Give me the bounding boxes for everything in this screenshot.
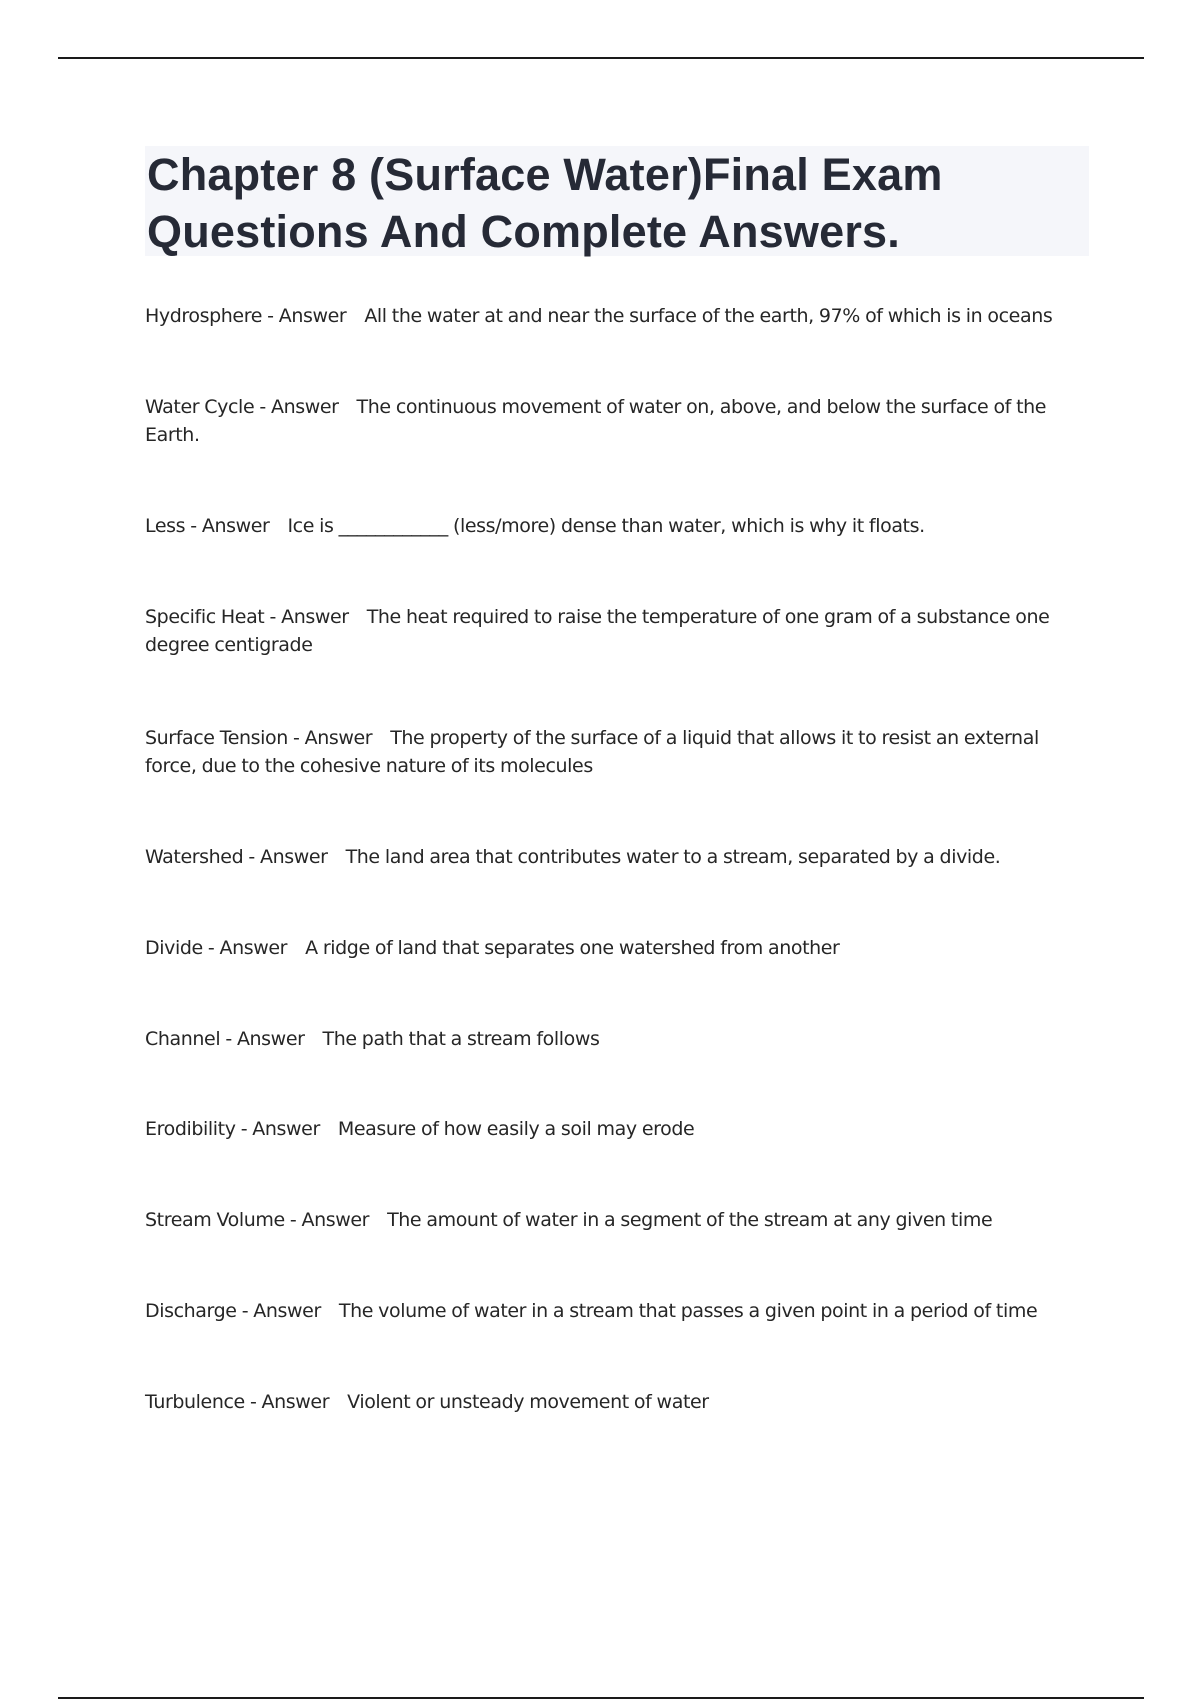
qa-answer: All the water at and near the surface of the earth, 97% of which is in oceans — [364, 305, 1053, 327]
qa-answer: The land area that contributes water to a stream, separated by a divide. — [345, 846, 1001, 868]
qa-term: Specific Heat - Answer — [145, 606, 349, 628]
qa-term: Hydrosphere - Answer — [145, 305, 347, 327]
qa-term: Surface Tension - Answer — [145, 727, 373, 749]
title-line-2: Questions And Complete Answers. — [147, 206, 900, 257]
qa-term: Turbulence - Answer — [145, 1391, 330, 1413]
qa-term: Less - Answer — [145, 515, 270, 537]
qa-answer: The heat required to raise the temperature of one gram of a substance one degree centigrade — [145, 606, 1050, 656]
qa-item — [145, 393, 1065, 449]
qa-answer: The property of the surface of a liquid that allows it to resist an external force, due to the cohesive nature of its molecules — [145, 727, 1039, 777]
qa-item — [145, 1025, 1065, 1053]
qa-item — [145, 302, 1065, 330]
qa-term: Watershed - Answer — [145, 846, 328, 868]
title-block — [145, 146, 1089, 256]
title-line-1: Chapter 8 (Surface Water)Final Exam — [147, 149, 943, 200]
qa-term: Channel - Answer — [145, 1028, 305, 1050]
qa-item — [145, 1388, 1065, 1416]
qa-answer: The continuous movement of water on, above, and below the surface of the Earth. — [145, 396, 1047, 446]
page-title — [147, 146, 1089, 260]
qa-term: Water Cycle - Answer — [145, 396, 339, 418]
qa-item — [145, 843, 1065, 871]
qa-answer: The path that a stream follows — [322, 1028, 600, 1050]
qa-item — [145, 1115, 1065, 1143]
qa-answer: Ice is ____________ (less/more) dense than water, which is why it floats. — [287, 515, 925, 537]
qa-item — [145, 934, 1065, 962]
qa-answer: Measure of how easily a soil may erode — [337, 1118, 695, 1140]
qa-term: Erodibility - Answer — [145, 1118, 320, 1140]
qa-answer: A ridge of land that separates one watershed from another — [305, 937, 840, 959]
qa-answer: The amount of water in a segment of the stream at any given time — [387, 1209, 993, 1231]
qa-answer: Violent or unsteady movement of water — [347, 1391, 709, 1413]
qa-item — [145, 512, 1065, 540]
qa-item — [145, 1206, 1065, 1234]
qa-item — [145, 724, 1065, 780]
qa-term: Stream Volume - Answer — [145, 1209, 370, 1231]
header-rule — [58, 57, 1144, 59]
qa-item — [145, 1297, 1065, 1325]
qa-term: Divide - Answer — [145, 937, 288, 959]
footer-rule — [58, 1697, 1144, 1699]
qa-term: Discharge - Answer — [145, 1300, 321, 1322]
qa-item — [145, 603, 1065, 659]
qa-answer: The volume of water in a stream that passes a given point in a period of time — [338, 1300, 1038, 1322]
